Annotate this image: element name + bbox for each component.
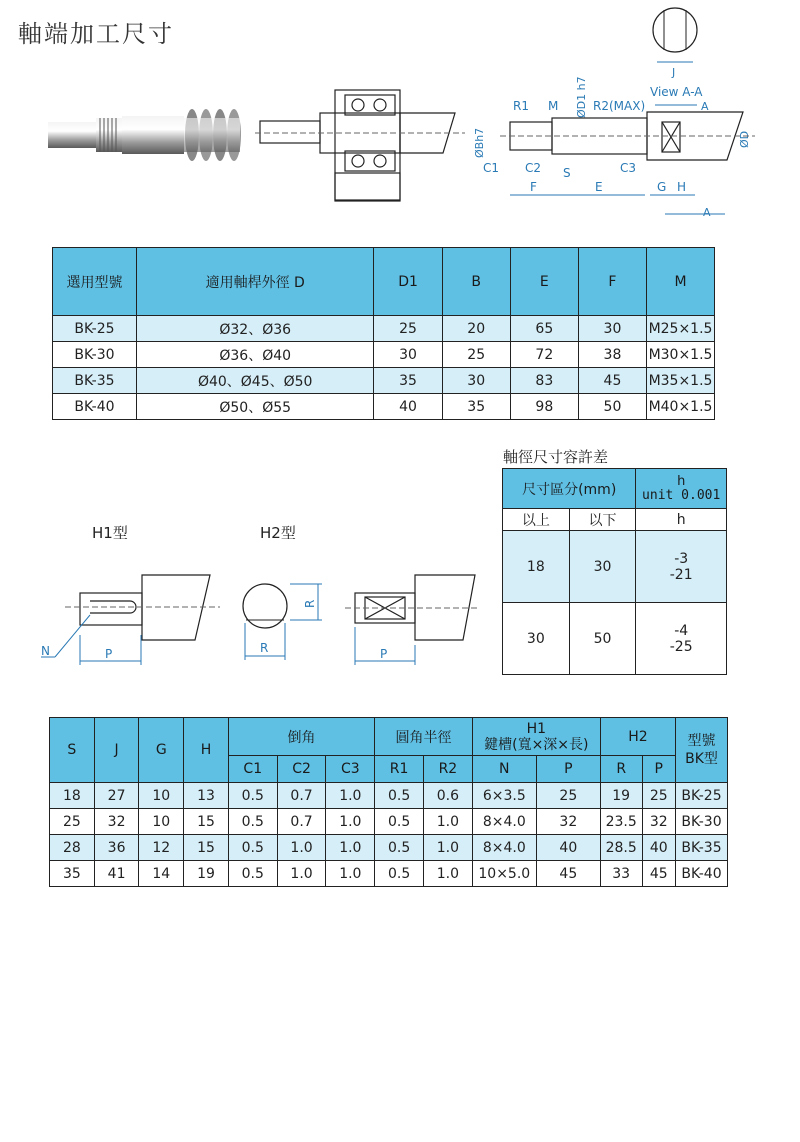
cell: -3 -21 bbox=[636, 531, 727, 603]
cell: 1.0 bbox=[424, 861, 473, 887]
cell: 0.5 bbox=[375, 809, 424, 835]
table2-header: 倒角 bbox=[228, 718, 374, 756]
cell: 15 bbox=[184, 809, 229, 835]
cell: 25 bbox=[642, 783, 676, 809]
cell: 23.5 bbox=[600, 809, 642, 835]
table2-header: S bbox=[50, 718, 95, 783]
cell: 19 bbox=[184, 861, 229, 887]
cell: 14 bbox=[139, 861, 184, 887]
cell: 0.6 bbox=[424, 783, 473, 809]
table1-header: 適用軸桿外徑 D bbox=[136, 248, 374, 316]
table1-header: D1 bbox=[374, 248, 442, 316]
table2-header: 型號 BK型 bbox=[676, 718, 728, 783]
table-row bbox=[53, 316, 715, 342]
cell: 18 bbox=[503, 531, 570, 603]
sub-header: C1 bbox=[228, 756, 277, 783]
cell: 35 bbox=[50, 861, 95, 887]
svg-text:ØBh7: ØBh7 bbox=[473, 127, 486, 158]
assembly-drawing bbox=[255, 85, 465, 210]
cell: BK-35 bbox=[53, 368, 137, 394]
table1-header: B bbox=[442, 248, 510, 316]
svg-text:R1: R1 bbox=[513, 99, 529, 113]
table2-header: 圓角半徑 bbox=[375, 718, 473, 756]
table-row bbox=[503, 531, 727, 603]
cell: 40 bbox=[642, 835, 676, 861]
sub-header: h bbox=[636, 509, 727, 531]
cell: Ø32、Ø36 bbox=[136, 316, 374, 342]
table2-header: H2 bbox=[600, 718, 675, 756]
cell: 30 bbox=[503, 603, 570, 675]
cell: 35 bbox=[442, 394, 510, 420]
sub-header: R2 bbox=[424, 756, 473, 783]
cell: 50 bbox=[578, 394, 646, 420]
tolerance-h-header: h unit 0.001 bbox=[636, 469, 727, 509]
cell: BK-25 bbox=[676, 783, 728, 809]
cell: 1.0 bbox=[326, 809, 375, 835]
cell: 0.5 bbox=[228, 835, 277, 861]
cell: 1.0 bbox=[326, 783, 375, 809]
svg-text:M: M bbox=[548, 99, 559, 113]
table-row bbox=[50, 835, 728, 861]
cell: 36 bbox=[94, 835, 139, 861]
cell: 1.0 bbox=[277, 835, 326, 861]
sub-header: 以下 bbox=[569, 509, 636, 531]
sub-header: P bbox=[642, 756, 676, 783]
h2-side-view bbox=[345, 565, 480, 665]
table-row bbox=[53, 368, 715, 394]
h2-end-view bbox=[240, 578, 330, 668]
table-row bbox=[53, 394, 715, 420]
svg-text:F: F bbox=[530, 180, 537, 194]
svg-text:J: J bbox=[672, 66, 676, 79]
cell: 0.7 bbox=[277, 783, 326, 809]
svg-text:C2: C2 bbox=[525, 161, 542, 175]
cell: 32 bbox=[94, 809, 139, 835]
cell: 28 bbox=[50, 835, 95, 861]
cell: M25×1.5 bbox=[647, 316, 715, 342]
cell: 0.5 bbox=[228, 783, 277, 809]
svg-text:P: P bbox=[105, 647, 113, 661]
cell: 8×4.0 bbox=[472, 809, 536, 835]
cell: 19 bbox=[600, 783, 642, 809]
cell: 30 bbox=[578, 316, 646, 342]
cell: 41 bbox=[94, 861, 139, 887]
cell: 38 bbox=[578, 342, 646, 368]
cell: 0.5 bbox=[375, 861, 424, 887]
cell: BK-25 bbox=[53, 316, 137, 342]
table2-header: G bbox=[139, 718, 184, 783]
table1-header: 選用型號 bbox=[53, 248, 137, 316]
cell: 10×5.0 bbox=[472, 861, 536, 887]
table2-header: H1 鍵槽(寬×深×長) bbox=[472, 718, 600, 756]
cell: 50 bbox=[569, 603, 636, 675]
table-row bbox=[53, 342, 715, 368]
cell: 40 bbox=[374, 394, 442, 420]
cell: 28.5 bbox=[600, 835, 642, 861]
cell: 1.0 bbox=[424, 809, 473, 835]
model-table bbox=[52, 247, 715, 420]
table1-header: M bbox=[647, 248, 715, 316]
cell: 25 bbox=[442, 342, 510, 368]
cell: 45 bbox=[578, 368, 646, 394]
cell: 32 bbox=[536, 809, 600, 835]
dimension-table bbox=[49, 717, 728, 887]
cell: 30 bbox=[442, 368, 510, 394]
cell: BK-30 bbox=[676, 809, 728, 835]
cell: 27 bbox=[94, 783, 139, 809]
svg-text:R: R bbox=[260, 641, 269, 655]
cell: 25 bbox=[374, 316, 442, 342]
sub-header: C2 bbox=[277, 756, 326, 783]
svg-text:G: G bbox=[657, 180, 667, 194]
svg-text:ØD: ØD bbox=[738, 130, 751, 148]
table-row bbox=[50, 783, 728, 809]
table1-header: E bbox=[510, 248, 578, 316]
sub-header: 以上 bbox=[503, 509, 570, 531]
h1-drawing bbox=[35, 565, 220, 665]
table-row bbox=[503, 603, 727, 675]
cell: Ø36、Ø40 bbox=[136, 342, 374, 368]
cell: M30×1.5 bbox=[647, 342, 715, 368]
svg-text:N: N bbox=[41, 644, 50, 658]
cell: BK-40 bbox=[676, 861, 728, 887]
cell: 0.5 bbox=[375, 835, 424, 861]
svg-text:ØD1 h7: ØD1 h7 bbox=[575, 76, 588, 118]
sub-header: N bbox=[472, 756, 536, 783]
table-row bbox=[50, 861, 728, 887]
svg-text:C1: C1 bbox=[483, 161, 500, 175]
sub-header: C3 bbox=[326, 756, 375, 783]
cell: BK-35 bbox=[676, 835, 728, 861]
tolerance-caption: 軸徑尺寸容許差 bbox=[503, 448, 609, 466]
cell: Ø50、Ø55 bbox=[136, 394, 374, 420]
tolerance-size-header: 尺寸區分(mm) bbox=[503, 469, 636, 509]
cell: BK-40 bbox=[53, 394, 137, 420]
sub-header: R1 bbox=[375, 756, 424, 783]
h2-type-label: H2型 bbox=[260, 524, 296, 542]
table2-header: J bbox=[94, 718, 139, 783]
svg-text:R: R bbox=[303, 599, 317, 608]
table1-header: F bbox=[578, 248, 646, 316]
page-title: 軸端加工尺寸 bbox=[18, 20, 174, 48]
cell: Ø40、Ø45、Ø50 bbox=[136, 368, 374, 394]
cell: 1.0 bbox=[277, 861, 326, 887]
cell: 0.5 bbox=[228, 809, 277, 835]
shaft-photo bbox=[40, 100, 250, 170]
sub-header: P bbox=[536, 756, 600, 783]
cell: 13 bbox=[184, 783, 229, 809]
cell: 98 bbox=[510, 394, 578, 420]
tolerance-table bbox=[502, 468, 727, 675]
cell: 35 bbox=[374, 368, 442, 394]
cell: 25 bbox=[536, 783, 600, 809]
svg-text:A: A bbox=[701, 100, 709, 113]
cell: M35×1.5 bbox=[647, 368, 715, 394]
cell: 15 bbox=[184, 835, 229, 861]
svg-text:A: A bbox=[703, 206, 711, 219]
svg-text:C3: C3 bbox=[620, 161, 637, 175]
cell: 10 bbox=[139, 809, 184, 835]
cell: 0.7 bbox=[277, 809, 326, 835]
cell: 45 bbox=[642, 861, 676, 887]
table2-header: H bbox=[184, 718, 229, 783]
cell: 25 bbox=[50, 809, 95, 835]
cell: 33 bbox=[600, 861, 642, 887]
cell: 30 bbox=[569, 531, 636, 603]
cell: 10 bbox=[139, 783, 184, 809]
cell: 20 bbox=[442, 316, 510, 342]
sub-header: R bbox=[600, 756, 642, 783]
cell: 0.5 bbox=[375, 783, 424, 809]
svg-text:E: E bbox=[595, 180, 603, 194]
cell: 72 bbox=[510, 342, 578, 368]
svg-text:P: P bbox=[380, 647, 388, 661]
cell: 12 bbox=[139, 835, 184, 861]
svg-text:S: S bbox=[563, 166, 571, 180]
cell: 1.0 bbox=[326, 861, 375, 887]
cell: 32 bbox=[642, 809, 676, 835]
cell: 40 bbox=[536, 835, 600, 861]
cell: 18 bbox=[50, 783, 95, 809]
cell: 65 bbox=[510, 316, 578, 342]
cell: 6×3.5 bbox=[472, 783, 536, 809]
cell: 83 bbox=[510, 368, 578, 394]
svg-text:View A-A: View A-A bbox=[650, 85, 703, 99]
cell: 1.0 bbox=[424, 835, 473, 861]
cell: 0.5 bbox=[228, 861, 277, 887]
cell: 30 bbox=[374, 342, 442, 368]
cell: -4 -25 bbox=[636, 603, 727, 675]
dimension-drawing bbox=[465, 0, 765, 225]
table-row bbox=[50, 809, 728, 835]
cell: BK-30 bbox=[53, 342, 137, 368]
cell: 8×4.0 bbox=[472, 835, 536, 861]
cell: 45 bbox=[536, 861, 600, 887]
cell: 1.0 bbox=[326, 835, 375, 861]
svg-text:R2(MAX): R2(MAX) bbox=[593, 99, 646, 113]
cell: M40×1.5 bbox=[647, 394, 715, 420]
h1-type-label: H1型 bbox=[92, 524, 128, 542]
svg-text:H: H bbox=[677, 180, 687, 194]
